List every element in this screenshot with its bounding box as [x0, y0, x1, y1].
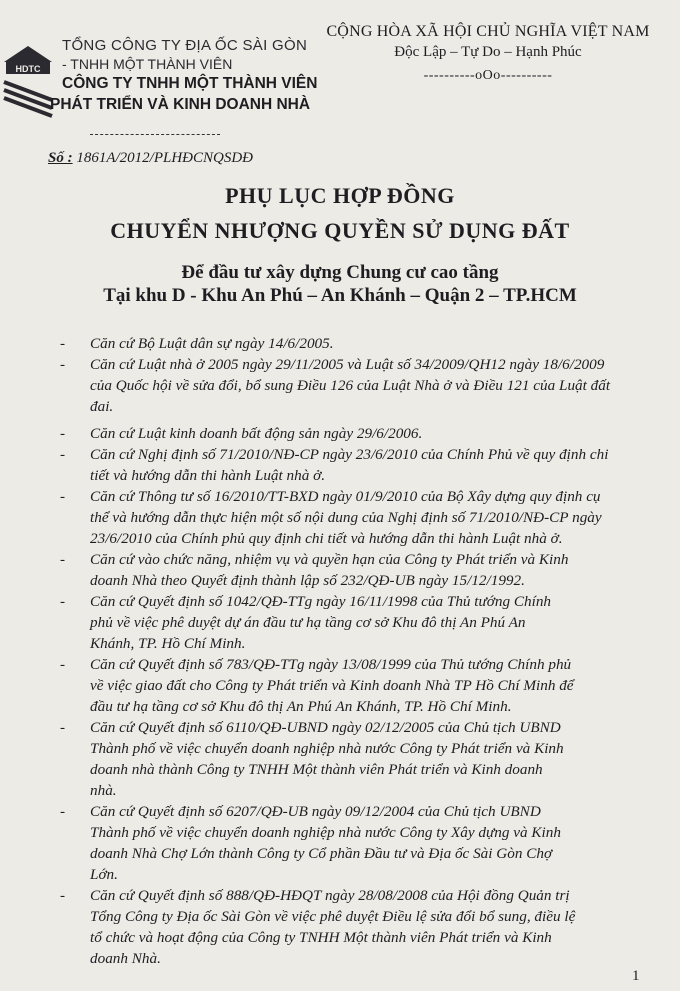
legal-basis-line: phủ về việc phê duyệt dự án đầu tư hạ tầng cơ sở Khu đô thị An Phú An [90, 614, 526, 631]
legal-basis-line: tổ chức và hoạt động của Công ty TNHH Một thành viên Phát triển và Kinh [90, 929, 552, 946]
legal-basis-line: Căn cứ Nghị định số 71/2010/NĐ-CP ngày 23/6/2010 của Chính Phủ về quy định chi [90, 446, 609, 463]
legal-basis-line: của Quốc hội về sửa đổi, bổ sung Điều 126 của Luật Nhà ở và Điều 121 của Luật đất [90, 377, 611, 394]
list-bullet: - [60, 593, 66, 610]
list-bullet: - [60, 803, 66, 820]
nation-name: CỘNG HÒA XÃ HỘI CHỦ NGHĨA VIỆT NAM [326, 23, 650, 40]
list-bullet: - [60, 335, 66, 352]
legal-basis-line: Căn cứ Quyết định số 888/QĐ-HĐQT ngày 28/08/2008 của Hội đồng Quản trị [90, 887, 570, 904]
document-number-label: Số : [48, 150, 73, 166]
legal-basis-line: thể và hướng dẫn thực hiện một số nội dung của Nghị định số 71/2010/NĐ-CP ngày [90, 509, 602, 526]
legal-basis-item [60, 801, 655, 885]
legal-basis-item [60, 423, 655, 444]
legal-basis-item [60, 444, 655, 486]
company-name-line: CÔNG TY TNHH MỘT THÀNH VIÊN [62, 75, 318, 92]
legal-basis-line: Căn cứ Quyết định số 6207/QĐ-UB ngày 09/12/2004 của Chủ tịch UBND [90, 803, 541, 820]
title-line-2: CHUYỂN NHƯỢNG QUYỀN SỬ DỤNG ĐẤT [110, 218, 570, 243]
list-bullet: - [60, 356, 66, 373]
list-bullet: - [60, 446, 66, 463]
legal-basis-line: nhà. [90, 782, 117, 799]
legal-basis-line: doanh Nhà Chợ Lớn thành Công ty Cổ phần Đầu tư và Địa ốc Sài Gòn Chợ [90, 845, 553, 862]
org-divider [90, 134, 220, 135]
document-number [48, 150, 253, 167]
subtitle-line-1: Để đầu tư xây dựng Chung cư cao tầng [181, 262, 499, 283]
legal-basis-line: Tổng Công ty Địa ốc Sài Gòn về việc phê duyệt Điều lệ sửa đổi bổ sung, điều lệ [90, 908, 576, 925]
legal-basis-item [60, 591, 655, 654]
subtitle-line-2: Tại khu D - Khu An Phú – An Khánh – Quận 2 – TP.HCM [103, 285, 577, 306]
legal-basis-item [60, 549, 655, 591]
list-bullet: - [60, 887, 66, 904]
legal-basis-line: Căn cứ vào chức năng, nhiệm vụ và quyền hạn của Công ty Phát triển và Kinh [90, 551, 569, 568]
legal-basis-item [60, 885, 655, 969]
document-number-value: 1861A/2012/PLHĐCNQSDĐ [76, 150, 254, 166]
list-bullet: - [60, 488, 66, 505]
legal-basis-item [60, 654, 655, 717]
parent-company-line: TỔNG CÔNG TY ĐỊA ỐC SÀI GÒN [62, 37, 308, 54]
legal-basis-line: Căn cứ Luật nhà ở 2005 ngày 29/11/2005 và Luật số 34/2009/QH12 ngày 18/6/2009 [90, 356, 605, 373]
legal-basis-line: đầu tư hạ tầng cơ sở Khu đô thị An Phú An Khánh, TP. Hồ Chí Minh. [90, 698, 512, 715]
nation-motto: Độc Lập – Tự Do – Hạnh Phúc [394, 44, 582, 60]
legal-basis-line: Lớn. [90, 866, 118, 883]
nation-divider: ----------oOo---------- [423, 68, 553, 83]
legal-basis-line: về việc giao đất cho Công ty Phát triển và Kinh doanh Nhà TP Hồ Chí Minh để [90, 677, 574, 694]
legal-basis-line: Thành phố về việc chuyển doanh nghiệp nhà nước Công ty Phát triển và Kinh [90, 740, 564, 757]
list-bullet: - [60, 551, 66, 568]
legal-basis-line: 23/6/2010 của Chính phủ quy định chi tiết và hướng dẫn thi hành Luật nhà ở. [90, 530, 563, 547]
list-bullet: - [60, 656, 66, 673]
page-number: 1 [632, 968, 640, 984]
legal-basis-line: Thành phố về việc chuyển doanh nghiệp nhà nước Công ty Xây dựng và Kinh [90, 824, 561, 841]
svg-text:HDTC: HDTC [15, 64, 41, 74]
list-bullet: - [60, 425, 66, 442]
list-bullet: - [60, 719, 66, 736]
legal-basis-item [60, 333, 655, 354]
parent-company-type-line: - TNHH MỘT THÀNH VIÊN [62, 56, 233, 72]
legal-basis-line: Khánh, TP. Hồ Chí Minh. [90, 635, 246, 652]
legal-basis-line: Căn cứ Quyết định số 6110/QĐ-UBND ngày 02/12/2005 của Chủ tịch UBND [90, 719, 561, 736]
company-name-line-2: PHÁT TRIỂN VÀ KINH DOANH NHÀ [50, 96, 311, 113]
legal-basis-line: Căn cứ Bộ Luật dân sự ngày 14/6/2005. [90, 335, 334, 352]
legal-basis-line: doanh Nhà theo Quyết định thành lập số 232/QĐ-UB ngày 15/12/1992. [90, 572, 525, 589]
legal-basis-item [60, 354, 655, 417]
legal-basis-line: Căn cứ Thông tư số 16/2010/TT-BXD ngày 01/9/2010 của Bộ Xây dựng quy định cụ [90, 488, 601, 505]
title-line-1: PHỤ LỤC HỢP ĐỒNG [225, 183, 455, 208]
legal-basis-line: doanh Nhà. [90, 950, 161, 967]
legal-basis-line: Căn cứ Luật kinh doanh bất động sản ngày 29/6/2006. [90, 425, 423, 442]
legal-basis-line: đai. [90, 398, 114, 415]
legal-basis-line: Căn cứ Quyết định số 783/QĐ-TTg ngày 13/08/1999 của Thủ tướng Chính phủ [90, 656, 572, 673]
organization-name [50, 36, 318, 115]
legal-basis-line: doanh nhà thành Công ty TNHH Một thành viên Phát triển và Kinh doanh [90, 761, 543, 778]
legal-basis-item [60, 486, 655, 549]
national-header [322, 22, 654, 86]
legal-basis-item [60, 717, 655, 801]
legal-basis-line: Căn cứ Quyết định số 1042/QĐ-TTg ngày 16/11/1998 của Thủ tướng Chính [90, 593, 552, 610]
legal-basis-line: tiết và hướng dẫn thi hành Luật nhà ở. [90, 467, 326, 484]
company-logo [2, 42, 54, 128]
